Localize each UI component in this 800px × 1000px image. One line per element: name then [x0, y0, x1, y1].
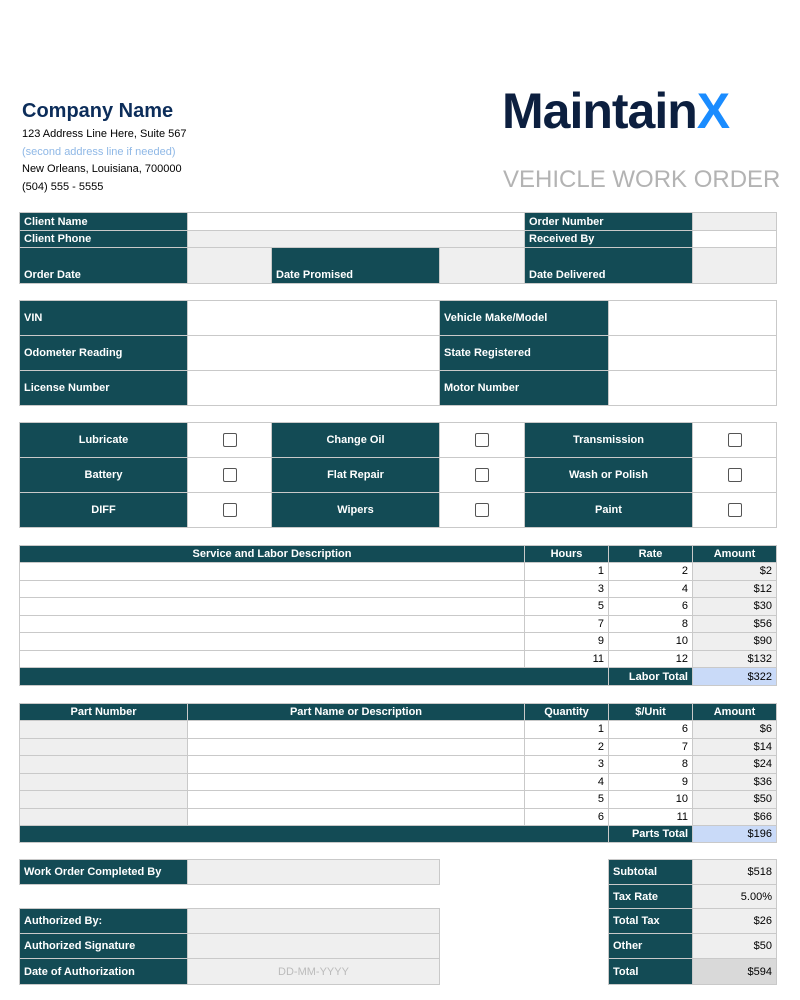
labor-total-value: [692, 667, 777, 686]
service-checkbox-cell[interactable]: [439, 492, 525, 528]
parts-total-label: [608, 825, 693, 843]
service-label: [19, 457, 188, 493]
part-description[interactable]: [187, 755, 525, 774]
part-number[interactable]: [19, 773, 188, 792]
labor-description[interactable]: [19, 562, 525, 581]
license-field[interactable]: [187, 370, 440, 406]
label-order-date: [19, 247, 188, 284]
label-client-name-text: Client Name: [24, 215, 88, 228]
labor-hours-text: 1: [597, 565, 604, 578]
totals-label: [608, 859, 693, 885]
labor-header-text: Amount: [713, 548, 756, 560]
part-quantity-text: 3: [597, 758, 604, 771]
part-number[interactable]: [19, 755, 188, 774]
service-label-text: Wash or Polish: [568, 469, 649, 481]
service-label-text: Paint: [595, 504, 622, 516]
totals-value-text: 5.00%: [740, 890, 772, 903]
parts-total-bar: [19, 825, 609, 843]
part-number[interactable]: [19, 808, 188, 827]
part-amount-text: $66: [753, 810, 772, 823]
labor-hours-text: 11: [592, 652, 604, 665]
part-quantity-text: 1: [597, 723, 604, 736]
part-quantity[interactable]: [524, 755, 609, 774]
label-make-model-text: Vehicle Make/Model: [444, 312, 548, 324]
label-order-number-text: Order Number: [529, 215, 604, 228]
labor-total-label: [608, 667, 693, 686]
service-label-text: Wipers: [337, 504, 374, 516]
labor-rate-text: 2: [681, 565, 688, 578]
logo-text: Maintain: [502, 83, 697, 139]
labor-amount-text: $30: [753, 600, 772, 613]
date-authorization-field-text: DD-MM-YYYY: [278, 965, 349, 978]
labor-rate[interactable]: [608, 632, 693, 651]
labor-hours[interactable]: [524, 615, 609, 634]
part-unit-price-text: 8: [681, 758, 688, 771]
labor-hours[interactable]: [524, 580, 609, 599]
parts-header-text: Part Number: [70, 706, 137, 718]
part-unit-price[interactable]: [608, 720, 693, 739]
part-quantity[interactable]: [524, 808, 609, 827]
service-label: [524, 457, 693, 493]
phone-line: (504) 555 - 5555: [22, 181, 104, 193]
parts-header-text: Quantity: [544, 706, 589, 718]
service-checkbox-cell[interactable]: [692, 492, 777, 528]
label-signature-text: Authorized Signature: [24, 940, 136, 952]
labor-rate-text: 6: [681, 600, 688, 613]
parts-header: [19, 703, 188, 721]
label-odometer-text: Odometer Reading: [24, 347, 123, 359]
authorized-by-field[interactable]: [187, 908, 440, 934]
labor-description[interactable]: [19, 580, 525, 599]
label-authorized-by: [19, 908, 188, 934]
part-amount-text: $14: [753, 740, 772, 753]
part-unit-price[interactable]: [608, 755, 693, 774]
totals-value: [692, 933, 777, 959]
parts-total-label-text: Parts Total: [631, 828, 688, 840]
part-amount: [692, 755, 777, 774]
labor-hours[interactable]: [524, 597, 609, 616]
client-phone-field[interactable]: [187, 230, 525, 248]
logo-accent: X: [696, 83, 730, 139]
totals-label-text: Total: [613, 965, 639, 978]
service-label: [271, 492, 440, 528]
totals-label: [608, 908, 693, 934]
parts-header: [187, 703, 525, 721]
label-received-by-text: Received By: [529, 233, 595, 245]
labor-amount-text: $2: [759, 565, 772, 578]
label-order-number: [524, 212, 693, 231]
totals-value: [692, 859, 777, 885]
service-label: [19, 492, 188, 528]
part-description[interactable]: [187, 790, 525, 809]
label-odometer: [19, 335, 188, 371]
maintainx-logo: [502, 82, 729, 140]
date-promised-field[interactable]: [439, 247, 525, 284]
totals-value-text: $594: [747, 965, 772, 978]
labor-hours[interactable]: [524, 632, 609, 651]
state-field[interactable]: [608, 335, 777, 371]
service-label: [271, 422, 440, 458]
checkbox[interactable]: [728, 503, 742, 517]
part-description[interactable]: [187, 808, 525, 827]
address-line-2: (second address line if needed): [22, 146, 176, 158]
part-quantity[interactable]: [524, 790, 609, 809]
service-label: [19, 422, 188, 458]
service-checkbox-cell[interactable]: [692, 422, 777, 458]
labor-rate[interactable]: [608, 562, 693, 581]
parts-header: [524, 703, 609, 721]
part-quantity-text: 5: [597, 793, 604, 806]
part-quantity[interactable]: [524, 738, 609, 757]
labor-rate[interactable]: [608, 580, 693, 599]
label-make-model: [439, 300, 609, 336]
checkbox[interactable]: [728, 433, 742, 447]
labor-description[interactable]: [19, 650, 525, 669]
totals-label: [608, 884, 693, 909]
part-amount-text: $36: [753, 775, 772, 788]
service-checkbox-cell[interactable]: [692, 457, 777, 493]
label-client-phone: [19, 230, 188, 248]
parts-header-text: Amount: [713, 706, 756, 718]
label-license: [19, 370, 188, 406]
labor-rate[interactable]: [608, 597, 693, 616]
label-date-authorization: [19, 958, 188, 985]
label-date-promised: [271, 247, 440, 284]
labor-header-text: Hours: [550, 548, 583, 560]
part-amount: [692, 720, 777, 739]
totals-value: [692, 908, 777, 934]
part-unit-price[interactable]: [608, 808, 693, 827]
label-state: [439, 335, 609, 371]
labor-amount-text: $132: [747, 652, 772, 665]
part-description[interactable]: [187, 720, 525, 739]
part-unit-price[interactable]: [608, 773, 693, 792]
labor-amount: [692, 597, 777, 616]
labor-amount: [692, 615, 777, 634]
service-label: [271, 457, 440, 493]
part-unit-price-text: 7: [681, 740, 688, 753]
checkbox[interactable]: [475, 433, 489, 447]
part-quantity-text: 4: [597, 775, 604, 788]
labor-rate[interactable]: [608, 650, 693, 669]
part-unit-price-text: 10: [675, 793, 688, 806]
received-by-field[interactable]: [692, 230, 777, 248]
label-client-name: [19, 212, 188, 231]
parts-total-value-text: $196: [747, 828, 772, 840]
part-amount: [692, 773, 777, 792]
service-label-text: Transmission: [573, 434, 644, 446]
label-motor: [439, 370, 609, 406]
order-number-field[interactable]: [692, 212, 777, 231]
labor-header: [692, 545, 777, 563]
part-quantity-text: 2: [597, 740, 604, 753]
label-authorized-by-text: Authorized By:: [24, 915, 103, 927]
part-unit-price-text: 11: [676, 810, 688, 823]
labor-description[interactable]: [19, 615, 525, 634]
motor-field[interactable]: [608, 370, 777, 406]
signature-field[interactable]: [187, 933, 440, 959]
label-signature: [19, 933, 188, 959]
labor-header: [19, 545, 525, 563]
labor-total-value-text: $322: [747, 670, 772, 683]
parts-header: [608, 703, 693, 721]
label-date-delivered: [524, 247, 693, 284]
order-date-field[interactable]: [187, 247, 272, 284]
totals-label: [608, 933, 693, 959]
labor-hours-text: 5: [597, 600, 604, 613]
labor-amount: [692, 650, 777, 669]
checkbox[interactable]: [475, 468, 489, 482]
labor-total-label-text: Labor Total: [628, 670, 688, 683]
service-label: [524, 492, 693, 528]
date-delivered-field[interactable]: [692, 247, 777, 284]
part-unit-price[interactable]: [608, 790, 693, 809]
labor-total-bar: [19, 667, 609, 686]
service-label-text: Lubricate: [78, 434, 129, 446]
labor-rate-text: 4: [681, 582, 688, 595]
service-label-text: Flat Repair: [327, 469, 384, 481]
address-line-1: 123 Address Line Here, Suite 567: [22, 128, 187, 140]
labor-amount: [692, 632, 777, 651]
label-license-text: License Number: [24, 382, 110, 394]
label-date-delivered-text: Date Delivered: [529, 269, 606, 281]
part-description[interactable]: [187, 773, 525, 792]
totals-value-text: $518: [747, 866, 772, 878]
labor-hours-text: 7: [597, 617, 604, 630]
part-quantity[interactable]: [524, 720, 609, 739]
labor-description[interactable]: [19, 632, 525, 651]
labor-rate[interactable]: [608, 615, 693, 634]
odometer-field[interactable]: [187, 335, 440, 371]
service-label-text: DIFF: [91, 504, 116, 516]
part-amount-text: $6: [759, 723, 772, 736]
labor-description[interactable]: [19, 597, 525, 616]
labor-header-text: Service and Labor Description: [192, 548, 352, 560]
service-checkbox-cell[interactable]: [187, 422, 272, 458]
labor-header: [524, 545, 609, 563]
date-authorization-field[interactable]: [187, 958, 440, 985]
checkbox[interactable]: [223, 503, 237, 517]
totals-value-text: $50: [753, 940, 772, 952]
labor-hours[interactable]: [524, 650, 609, 669]
labor-amount: [692, 580, 777, 599]
part-amount: [692, 738, 777, 757]
totals-label-text: Other: [613, 940, 643, 952]
label-motor-text: Motor Number: [444, 382, 520, 394]
completed-by-field[interactable]: [187, 859, 440, 885]
label-completed-by-text: Work Order Completed By: [24, 866, 162, 878]
label-completed-by: [19, 859, 188, 885]
vin-field[interactable]: [187, 300, 440, 336]
labor-rate-text: 12: [675, 652, 688, 665]
labor-hours-text: 3: [597, 582, 604, 595]
labor-hours-text: 9: [597, 635, 604, 648]
part-amount: [692, 790, 777, 809]
make-model-field[interactable]: [608, 300, 777, 336]
label-date-promised-text: Date Promised: [276, 269, 354, 281]
label-date-authorization-text: Date of Authorization: [24, 965, 135, 978]
label-received-by: [524, 230, 693, 248]
part-unit-price-text: 6: [681, 723, 688, 736]
part-amount: [692, 808, 777, 827]
labor-amount-text: $12: [753, 582, 772, 595]
service-checkbox-cell[interactable]: [439, 422, 525, 458]
service-label-text: Battery: [84, 469, 123, 481]
parts-header-text: Part Name or Description: [289, 706, 423, 718]
part-amount-text: $24: [753, 758, 772, 771]
part-number[interactable]: [19, 790, 188, 809]
part-amount-text: $50: [753, 793, 772, 806]
service-checkbox-cell[interactable]: [187, 457, 272, 493]
label-state-text: State Registered: [444, 347, 531, 359]
part-quantity[interactable]: [524, 773, 609, 792]
totals-value: [692, 958, 777, 985]
labor-header-text: Rate: [638, 548, 663, 560]
labor-rate-text: 8: [681, 617, 688, 630]
labor-amount-text: $56: [753, 617, 772, 630]
totals-label-text: Total Tax: [613, 915, 660, 927]
city-line: New Orleans, Louisiana, 700000: [22, 163, 182, 175]
part-number[interactable]: [19, 720, 188, 739]
checkbox[interactable]: [223, 468, 237, 482]
part-unit-price-text: 9: [681, 775, 688, 788]
labor-amount: [692, 562, 777, 581]
labor-rate-text: 10: [675, 635, 688, 648]
client-name-field[interactable]: [187, 212, 525, 231]
part-unit-price[interactable]: [608, 738, 693, 757]
service-checkbox-cell[interactable]: [187, 492, 272, 528]
parts-total-value: [692, 825, 777, 843]
checkbox[interactable]: [223, 433, 237, 447]
totals-label-text: Tax Rate: [613, 890, 659, 903]
totals-label: [608, 958, 693, 985]
part-description[interactable]: [187, 738, 525, 757]
parts-header: [692, 703, 777, 721]
labor-header: [608, 545, 693, 563]
label-vin-text: VIN: [24, 312, 43, 324]
label-client-phone-text: Client Phone: [24, 233, 92, 245]
service-label-text: Change Oil: [326, 434, 385, 446]
document-title: VEHICLE WORK ORDER: [503, 166, 781, 193]
totals-value-text: $26: [753, 915, 772, 927]
part-number[interactable]: [19, 738, 188, 757]
parts-header-text: $/Unit: [635, 706, 666, 718]
totals-label-text: Subtotal: [613, 866, 657, 878]
label-order-date-text: Order Date: [24, 269, 81, 281]
totals-value: [692, 884, 777, 909]
company-name: Company Name: [22, 100, 174, 122]
label-vin: [19, 300, 188, 336]
checkbox[interactable]: [475, 503, 489, 517]
checkbox[interactable]: [728, 468, 742, 482]
labor-hours[interactable]: [524, 562, 609, 581]
labor-amount-text: $90: [753, 635, 772, 648]
service-checkbox-cell[interactable]: [439, 457, 525, 493]
service-label: [524, 422, 693, 458]
part-quantity-text: 6: [597, 810, 604, 823]
